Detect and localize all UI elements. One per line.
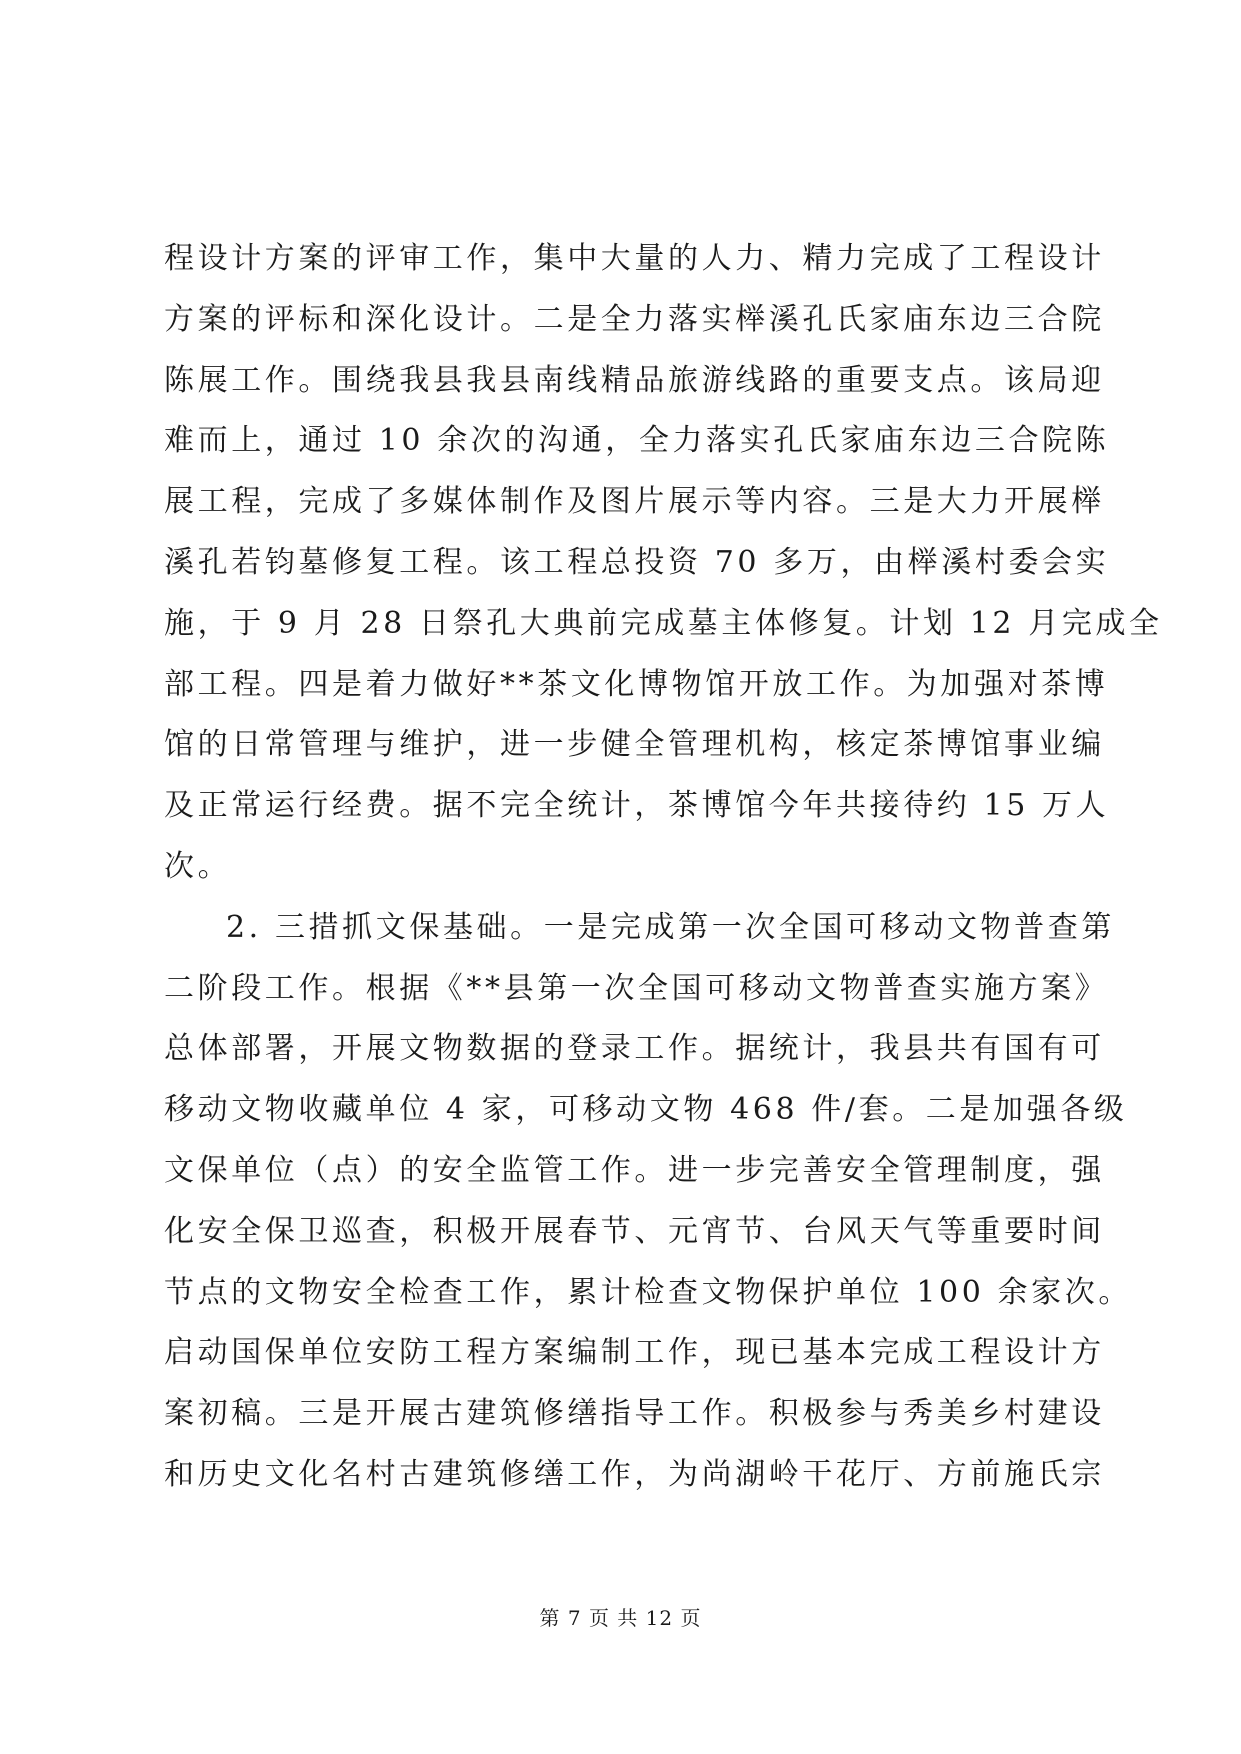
text-line: 陈展工作。围绕我县我县南线精品旅游线路的重要支点。该局迎 xyxy=(164,362,1105,398)
text-line: 施，于 9 月 28 日祭孔大典前完成墓主体修复。计划 12 月完成全 xyxy=(164,605,1163,641)
text-line: 总体部署，开展文物数据的登录工作。据统计，我县共有国有可 xyxy=(164,1031,1105,1067)
text-line: 难而上，通过 10 余次的沟通，全力落实孔氏家庙东边三合院陈 xyxy=(164,423,1110,459)
text-line: 部工程。四是着力做好**茶文化博物馆开放工作。为加强对茶博 xyxy=(164,666,1109,702)
text-line: 展工程，完成了多媒体制作及图片展示等内容。三是大力开展榉 xyxy=(164,484,1105,520)
text-line: 节点的文物安全检查工作，累计检查文物保护单位 100 余家次。 xyxy=(164,1274,1132,1310)
text-line: 溪孔若钧墓修复工程。该工程总投资 70 多万，由榉溪村委会实 xyxy=(164,544,1110,580)
page-number-footer: 第 7 页 共 12 页 xyxy=(539,1606,702,1630)
text-line: 方案的评标和深化设计。二是全力落实榉溪孔氏家庙东边三合院 xyxy=(164,301,1105,337)
text-line: 程设计方案的评审工作，集中大量的人力、精力完成了工程设计 xyxy=(164,241,1105,276)
text-line: 馆的日常管理与维护，进一步健全管理机构，核定茶博馆事业编 xyxy=(164,727,1105,763)
document-body xyxy=(164,229,1163,1506)
text-line: 案初稿。三是开展古建筑修缮指导工作。积极参与秀美乡村建设 xyxy=(164,1396,1105,1432)
text-line: 启动国保单位安防工程方案编制工作，现已基本完成工程设计方 xyxy=(164,1335,1105,1371)
text-line: 二阶段工作。根据《**县第一次全国可移动文物普查实施方案》 xyxy=(164,970,1109,1006)
text-line: 和历史文化名村古建筑修缮工作，为尚湖岭干花厅、方前施氏宗 xyxy=(164,1456,1105,1492)
paragraph-heading-line: 2. 三措抓文保基础。一是完成第一次全国可移动文物普查第 xyxy=(226,909,1115,945)
text-line: 次。 xyxy=(164,848,232,884)
text-line: 及正常运行经费。据不完全统计，茶博馆今年共接待约 15 万人 xyxy=(164,788,1110,824)
text-line: 移动文物收藏单位 4 家，可移动文物 468 件/套。二是加强各级 xyxy=(164,1092,1128,1128)
text-line: 化安全保卫巡查，积极开展春节、元宵节、台风天气等重要时间 xyxy=(164,1213,1105,1249)
text-line: 文保单位（点）的安全监管工作。进一步完善安全管理制度，强 xyxy=(164,1152,1105,1188)
